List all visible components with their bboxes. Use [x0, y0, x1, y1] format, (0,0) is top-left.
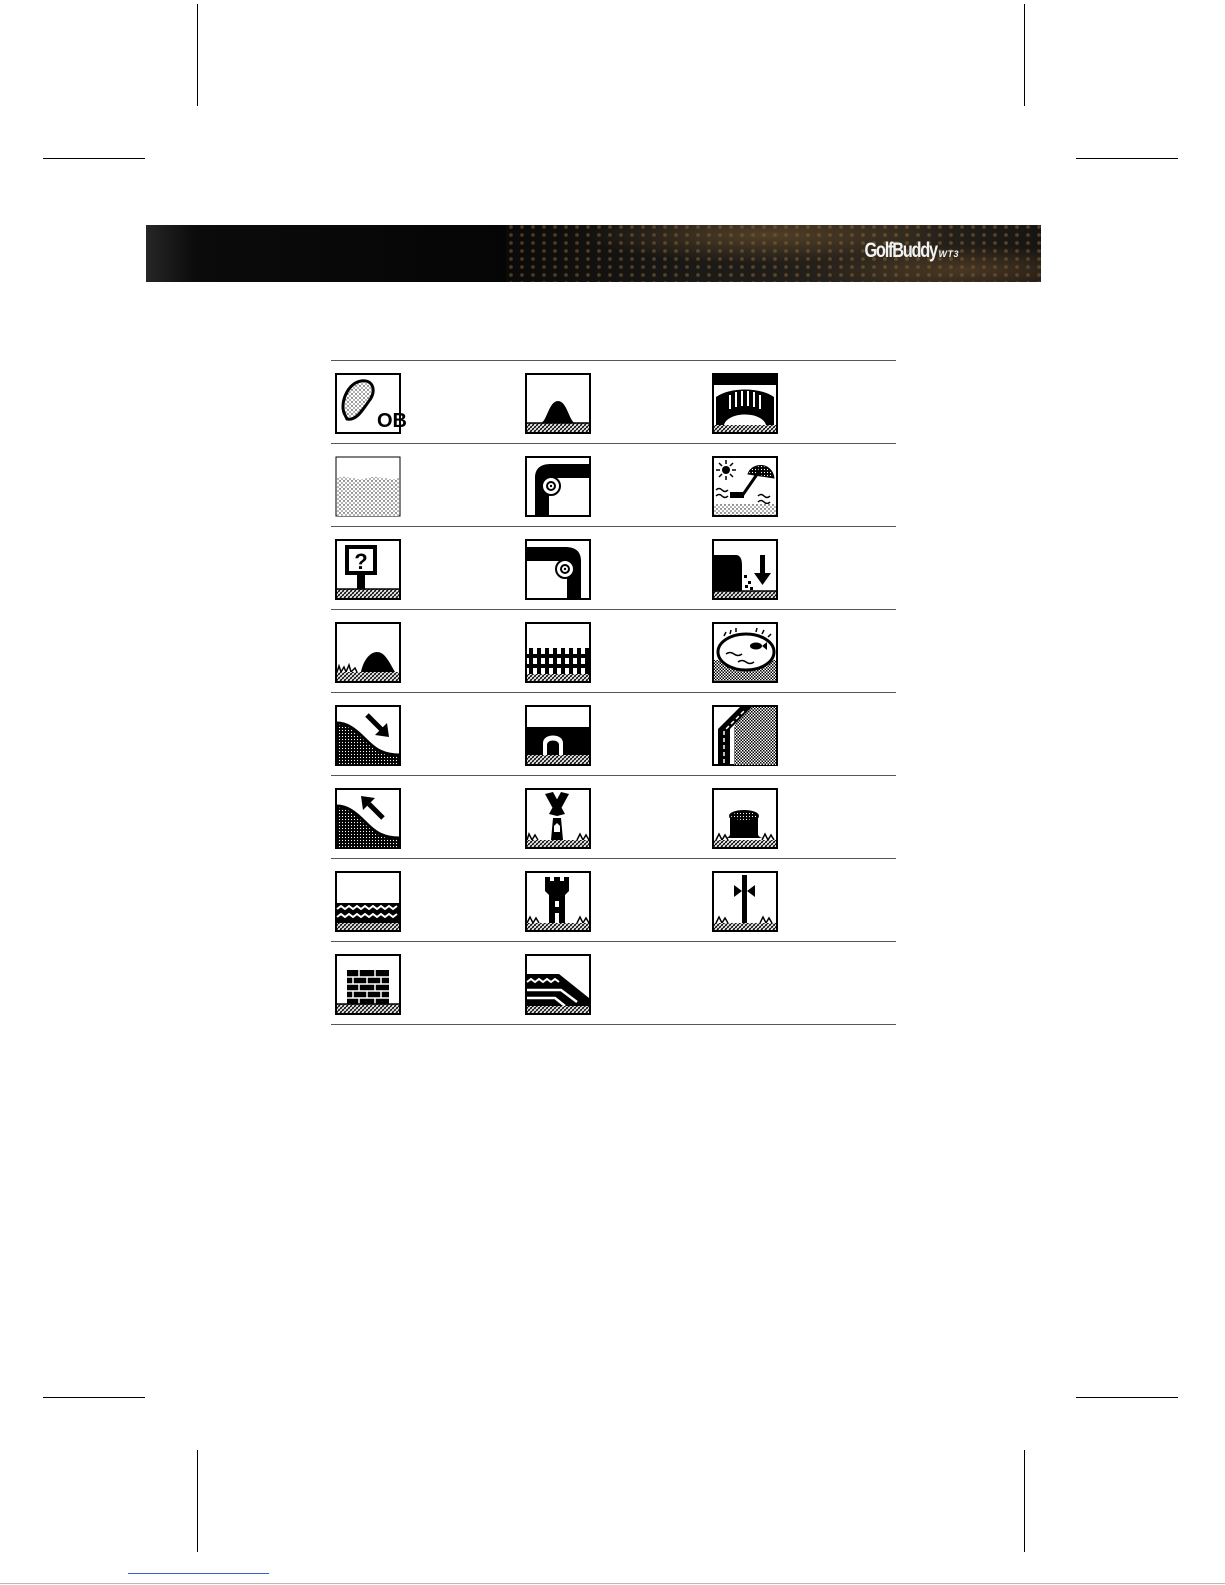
icon-row: [331, 859, 896, 942]
water-hazard-icon: [335, 871, 401, 932]
cart-road-icon: [712, 705, 778, 766]
icon-row: [331, 361, 896, 444]
icon-row: [331, 776, 896, 859]
crop-mark-right-lower: [1076, 1397, 1178, 1398]
uphill-slope-icon: [335, 788, 401, 849]
crop-mark-top-right: [1024, 4, 1025, 106]
crop-mark-top-left: [197, 4, 198, 106]
brand-name: GolfBuddy: [864, 239, 937, 262]
crop-mark-bottom-left: [197, 1450, 198, 1552]
brand-logo: [844, 239, 959, 263]
mound-icon: [525, 373, 591, 434]
bottom-link-underline: [128, 1573, 269, 1574]
direction-post-icon: [712, 871, 778, 932]
tree-mound-icon: [335, 622, 401, 683]
icon-table: [331, 360, 896, 1025]
brand-model: WT3: [938, 249, 959, 259]
bridge-icon: [712, 373, 778, 434]
crop-mark-right-upper: [1076, 158, 1178, 159]
out-of-bounds-icon: [335, 373, 407, 434]
fence-icon: [525, 622, 591, 683]
icon-row: [331, 610, 896, 693]
svg-text:OB: OB: [377, 410, 407, 432]
crop-mark-left-upper: [43, 158, 145, 159]
bottom-rule: [0, 1583, 1225, 1584]
icon-row: [331, 693, 896, 776]
creek-bank-icon: [525, 954, 591, 1015]
brick-wall-icon: [335, 954, 401, 1015]
tunnel-icon: [525, 705, 591, 766]
beach-resort-icon: [712, 456, 778, 517]
tree-stump-icon: [712, 788, 778, 849]
crop-mark-bottom-right: [1024, 1450, 1025, 1552]
downhill-slope-icon: [335, 705, 401, 766]
windmill-icon: [525, 788, 591, 849]
svg-text:?: ?: [354, 549, 368, 574]
sand-bunker-icon: [335, 456, 401, 517]
tower-icon: [525, 871, 591, 932]
green-pipe-left-icon: [525, 456, 591, 517]
header-band: [146, 225, 1041, 282]
crop-mark-left-lower: [43, 1397, 145, 1398]
green-pipe-right-icon: [525, 539, 591, 600]
icon-row: [331, 527, 896, 610]
unknown-sign-icon: [335, 539, 401, 600]
drop-off-icon: [712, 539, 778, 600]
icon-row: [331, 942, 896, 1025]
pond-with-fish-icon: [712, 622, 778, 683]
icon-row: [331, 444, 896, 527]
